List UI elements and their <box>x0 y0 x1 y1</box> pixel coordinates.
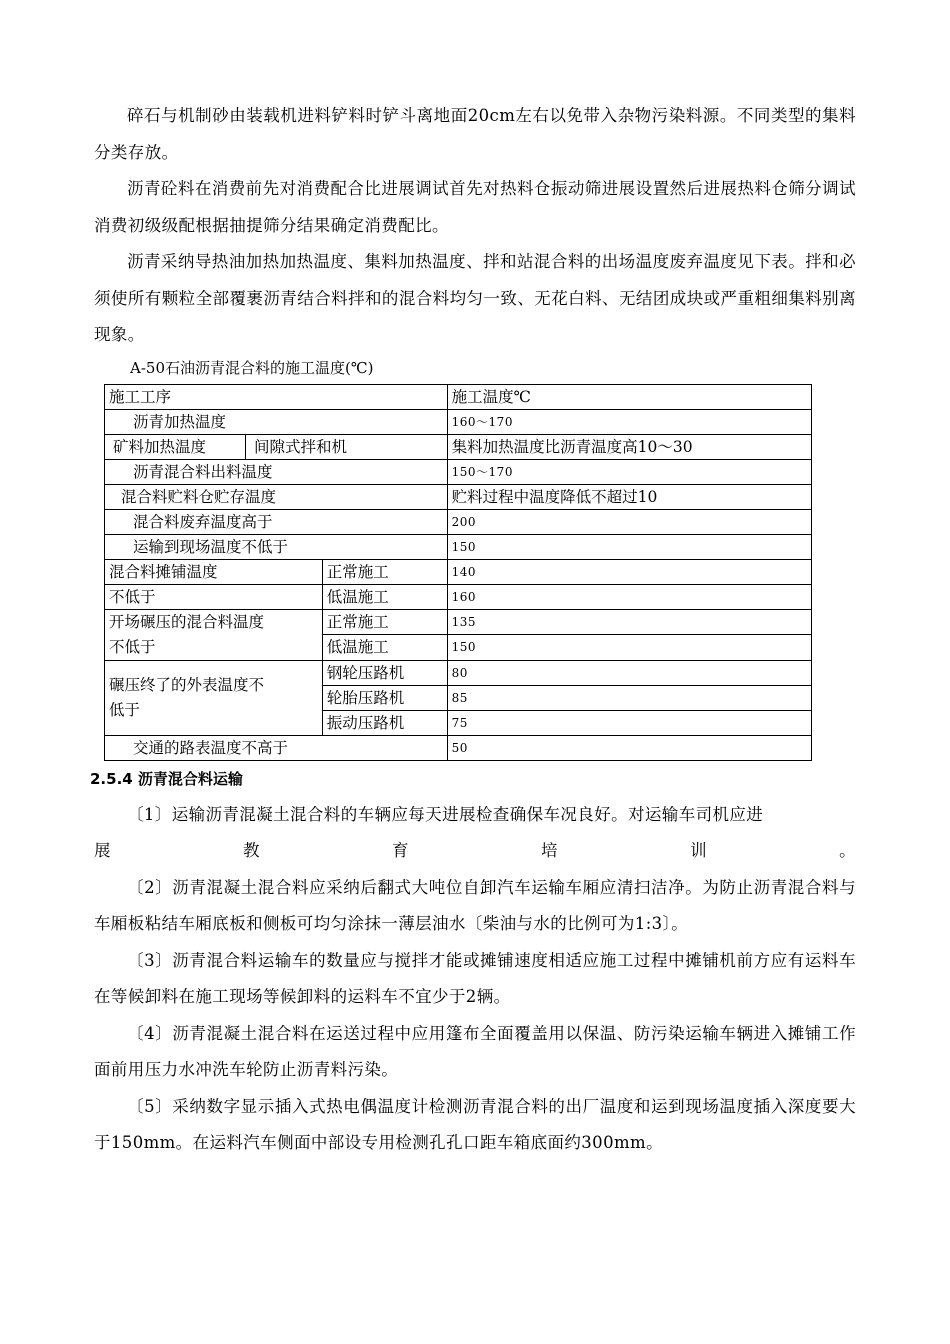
table-cell: 钢轮压路机 <box>322 660 447 685</box>
table-cell-text: 不低于 <box>109 637 156 656</box>
table-cell: 150 <box>447 534 811 559</box>
section-heading: 2.5.4 沥青混合料运输 <box>90 769 243 788</box>
table-cell: 不低于 <box>105 584 323 609</box>
table-cell <box>105 660 323 735</box>
paragraph: 〔3〕沥青混合料运输车的数量应与搅拌才能或摊铺速度相适应施工过程中摊铺机前方应有运料车在等候卸料在施工现场等候卸料的运料车不宜少于2辆。 <box>94 950 856 1006</box>
table-cell: 正常施工 <box>322 609 447 635</box>
table-row <box>105 459 812 484</box>
paragraph: 展教育培训。 <box>94 841 856 860</box>
table-cell-text: 低于 <box>109 700 141 719</box>
table-cell: 交通的路表温度不高于 <box>105 735 448 760</box>
table-cell: 150～170 <box>447 459 811 484</box>
table-cell <box>105 434 448 459</box>
table-row <box>105 509 812 534</box>
temperature-table <box>104 384 812 761</box>
table-cell-text: 碾压终了的外表温度不 <box>109 675 265 694</box>
paragraph: 碎石与机制砂由装载机进料铲料时铲斗离地面20cm左右以免带入杂物污染料源。不同类型的集料分类存放。 <box>94 106 856 162</box>
table-cell: 贮料过程中温度降低不超过10 <box>447 484 811 509</box>
table-cell: 混合料摊铺温度 <box>105 559 323 584</box>
paragraph: 沥青采纳导热油加热加热温度、集料加热温度、拌和站混合料的出场温度废弃温度见下表。拌和必须使所有颗粒全部覆裹沥青结合料拌和的混合料均匀一致、无花白料、无结团成块或严重粗细集料别离现象。 <box>94 252 856 344</box>
table-cell: 低温施工 <box>322 584 447 609</box>
table-cell: 混合料废弃温度高于 <box>105 509 448 534</box>
table-cell: 200 <box>447 509 811 534</box>
table-cell-text: 集料加热温度比沥青温度高10～30 <box>451 437 693 456</box>
paragraph: 沥青砼料在消费前先对消费配合比进展调试首先对热料仓振动筛进展设置然后进展热料仓筛分调试消费初级级配根据抽提筛分结果确定消费配比。 <box>94 179 856 235</box>
table-cell: 160 <box>447 584 811 609</box>
table-cell: 低温施工 <box>322 635 447 661</box>
table-cell: 混合料贮料仓贮存温度 <box>105 484 448 509</box>
table-cell: 振动压路机 <box>322 710 447 735</box>
table-cell: 85 <box>447 685 811 710</box>
table-row <box>105 534 812 559</box>
table-cell: 沥青加热温度 <box>105 409 448 434</box>
table-header-cell: 施工工序 <box>105 384 448 409</box>
table-cell-text: 间隙式拌和机 <box>254 437 348 456</box>
table-cell: 150 <box>447 635 811 661</box>
table-row <box>105 735 812 760</box>
table-row <box>105 584 812 609</box>
table-header-cell: 施工温度℃ <box>447 384 811 409</box>
document-page <box>90 98 856 1162</box>
table-row <box>105 434 812 459</box>
table-row <box>105 660 812 685</box>
paragraph: 〔5〕采纳数字显示插入式热电偶温度计检测沥青混合料的出厂温度和运到现场温度插入深度要大于150mm。在运料汽车侧面中部设专用检测孔孔口距车箱底面约300mm。 <box>94 1096 856 1152</box>
table-cell-text: 矿料加热温度 <box>105 435 246 459</box>
table-cell: 80 <box>447 660 811 685</box>
table-cell: 160～170 <box>447 409 811 434</box>
table-cell: 50 <box>447 735 811 760</box>
table-row <box>105 609 812 635</box>
table-row <box>105 559 812 584</box>
table-cell <box>105 609 323 660</box>
table-row <box>105 484 812 509</box>
table-cell: 轮胎压路机 <box>322 685 447 710</box>
table-row <box>105 409 812 434</box>
table-cell: 135 <box>447 609 811 635</box>
table-header-row <box>105 384 812 409</box>
table-caption: A-50石油沥青混合料的施工温度(℃) <box>130 358 374 377</box>
paragraph: 〔4〕沥青混凝土混合料在运送过程中应用篷布全面覆盖用以保温、防污染运输车辆进入摊铺工作面前用压力水冲洗车轮防止沥青料污染。 <box>94 1023 856 1079</box>
table-cell-text: 开场碾压的混合料温度 <box>109 612 265 631</box>
table-cell: 正常施工 <box>322 559 447 584</box>
table-cell <box>447 434 811 459</box>
table-cell: 沥青混合料出料温度 <box>105 459 448 484</box>
paragraph: 〔2〕沥青混凝土混合料应采纳后翻式大吨位自卸汽车运输车厢应清扫洁净。为防止沥青混合料与车厢板粘结车厢底板和侧板可均匀涂抹一薄层油水〔柴油与水的比例可为1:3〕。 <box>94 877 856 933</box>
paragraph: 〔1〕运输沥青混凝土混合料的车辆应每天进展检查确保车况良好。对运输车司机应进 <box>127 804 764 824</box>
table-cell: 运输到现场温度不低于 <box>105 534 448 559</box>
table-cell: 75 <box>447 710 811 735</box>
table-cell: 140 <box>447 559 811 584</box>
